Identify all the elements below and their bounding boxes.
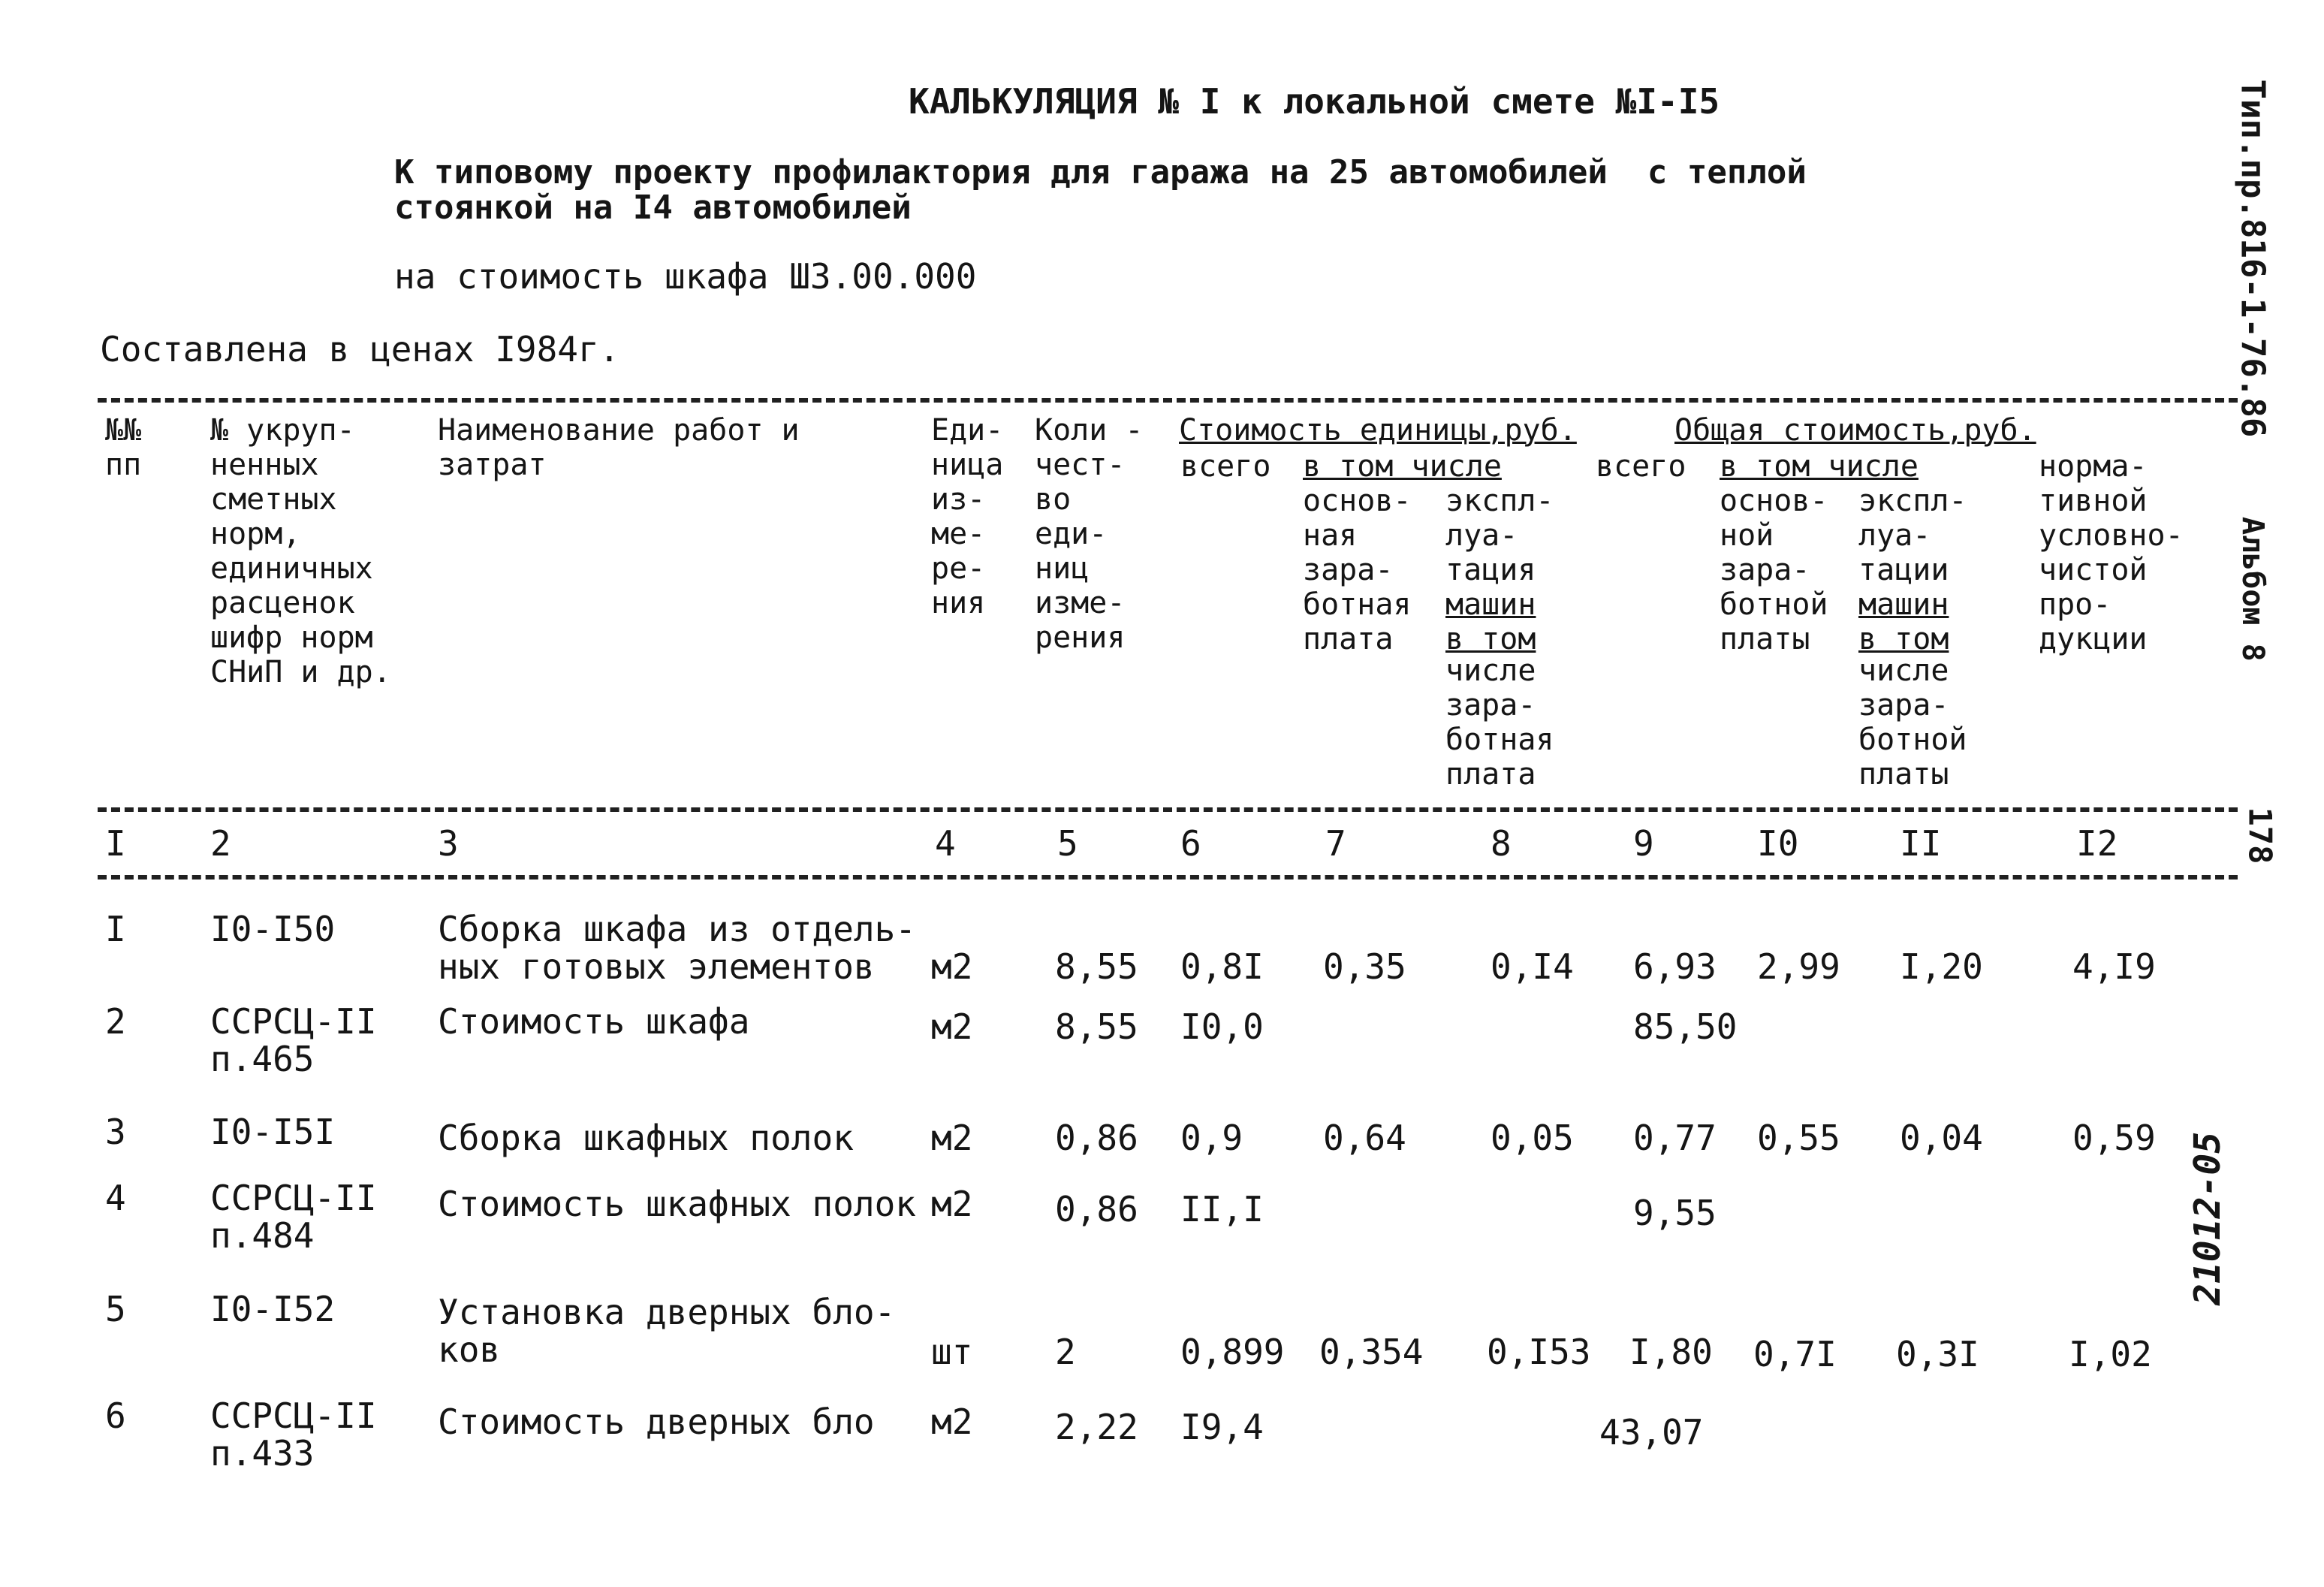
row-number: 4 [105, 1178, 126, 1218]
row-norm-code: ССРСЦ-II п.465 [210, 1001, 377, 1079]
row-unit: шт [931, 1332, 973, 1372]
row-number: 5 [105, 1289, 126, 1329]
col-number: 9 [1633, 823, 1654, 864]
row-number: 2 [105, 1001, 126, 1042]
header-unit: Еди- ница из- ме- ре- ния [931, 413, 1004, 620]
row-net-product: 0,59 [2072, 1118, 2156, 1158]
row-unit: м2 [931, 1401, 973, 1442]
header-unit-wage: основ- ная зара- ботная плата [1303, 484, 1412, 656]
row-number: I [105, 909, 126, 949]
row-quantity: 0,86 [1055, 1189, 1138, 1229]
row-unit: м2 [931, 1184, 973, 1224]
header-sum-machine-sub: машин в том [1858, 587, 1949, 656]
header-quantity: Коли - чест- во еди- ниц изме- рения [1035, 413, 1144, 655]
row-unit: м2 [931, 1118, 973, 1158]
row-unit-machine: 0,05 [1491, 1118, 1574, 1158]
header-unit-machine-sub: машин в том [1445, 587, 1536, 656]
rule-header-bottom [98, 807, 2238, 812]
row-work-name: Сборка шкафа из отдель- ных готовых элементов [438, 909, 916, 987]
row-sum-total: 0,77 [1633, 1118, 1717, 1158]
row-sum-total: 85,50 [1633, 1006, 1738, 1047]
price-base: Составлена в ценах I984г. [100, 329, 620, 370]
row-work-name: Установка дверных бло- ков [438, 1292, 896, 1370]
col-number: II [1900, 823, 1942, 864]
header-sum-machine-wage: числе зара- ботной платы [1858, 653, 1967, 792]
row-number: 6 [105, 1395, 126, 1436]
row-net-product: 4,I9 [2072, 946, 2156, 987]
col-number: 6 [1180, 823, 1201, 864]
row-unit-wage: 0,64 [1323, 1118, 1406, 1158]
row-sum-wage: 0,7I [1753, 1334, 1837, 1374]
row-unit: м2 [931, 946, 973, 987]
archive-stamp: 21012-05 [2187, 1131, 2229, 1305]
row-norm-code: ССРСЦ-II п.433 [210, 1395, 377, 1474]
header-unit-machine-wage: числе зара- ботная плата [1445, 653, 1554, 792]
row-unit-machine: 0,I53 [1487, 1332, 1591, 1372]
row-sum-total: I,80 [1629, 1332, 1713, 1372]
row-sum-total: 9,55 [1633, 1193, 1717, 1233]
row-unit-machine: 0,I4 [1491, 946, 1574, 987]
header-sum-machine-title: экспл- луа- тации [1858, 484, 1967, 587]
row-quantity: 8,55 [1055, 946, 1138, 987]
header-total-cost-group: Общая стоимость,руб. [1674, 413, 2036, 448]
row-sum-machine: 0,04 [1900, 1118, 1983, 1158]
row-work-name: Стоимость шкафа [438, 1001, 750, 1042]
col-number: I2 [2076, 823, 2118, 864]
album-label: Альбом 8 [2235, 517, 2270, 662]
project-code: Тип.пр.816-1-76.86 [2233, 79, 2272, 438]
row-work-name: Сборка шкафных полок [438, 1118, 854, 1158]
col-number: 5 [1057, 823, 1078, 864]
header-unit-including: в том числе [1303, 449, 1502, 484]
header-row-number: №№ пп [105, 413, 142, 482]
header-unit-machine-title: экспл- луа- тация [1445, 484, 1554, 587]
col-number: I0 [1757, 823, 1799, 864]
row-work-name: Стоимость дверных бло [438, 1401, 875, 1442]
row-net-product: I,02 [2069, 1334, 2152, 1374]
col-number: I [105, 823, 126, 864]
row-work-name: Стоимость шкафных полок [438, 1184, 916, 1224]
col-number: 7 [1325, 823, 1346, 864]
page-number: 178 [2241, 807, 2279, 864]
header-sum-wage: основ- ной зара- ботной платы [1720, 484, 1828, 656]
row-norm-code: ССРСЦ-II п.484 [210, 1178, 377, 1256]
row-unit-total: 0,9 [1180, 1118, 1243, 1158]
row-sum-wage: 2,99 [1757, 946, 1840, 987]
header-unit-total: всего [1180, 449, 1271, 484]
col-number: 8 [1491, 823, 1512, 864]
row-unit-wage: 0,354 [1319, 1332, 1424, 1372]
header-unit-cost-group: Стоимость единицы,руб. [1179, 413, 1577, 448]
header-sum-total: всего [1596, 449, 1686, 484]
project-line-1: К типовому проекту профилактория для гаража на 25 автомобилей с теплой [394, 153, 1807, 192]
project-line-2: стоянкой на I4 автомобилей [394, 189, 912, 227]
col-number: 3 [438, 823, 459, 864]
row-number: 3 [105, 1112, 126, 1152]
row-quantity: 8,55 [1055, 1006, 1138, 1047]
row-sum-machine: 0,3I [1896, 1334, 1979, 1374]
rule-top [98, 398, 2238, 403]
header-sum-including: в том числе [1720, 449, 1919, 484]
header-norm-code: № укруп- ненных сметных норм, единичных расценок шифр норм СНиП и др. [210, 413, 391, 689]
col-number: 2 [210, 823, 231, 864]
cost-object: на стоимость шкафа ШЗ.00.000 [394, 256, 977, 297]
row-unit-total: II,I [1180, 1189, 1264, 1229]
col-number: 4 [935, 823, 956, 864]
row-sum-wage: 0,55 [1757, 1118, 1840, 1158]
row-quantity: 0,86 [1055, 1118, 1138, 1158]
rule-numbers-bottom [98, 875, 2238, 879]
row-unit-total: I9,4 [1180, 1407, 1264, 1447]
row-unit-total: I0,0 [1180, 1006, 1264, 1047]
row-quantity: 2,22 [1055, 1407, 1138, 1447]
row-unit-wage: 0,35 [1323, 946, 1406, 987]
row-unit-total: 0,899 [1180, 1332, 1285, 1372]
row-quantity: 2 [1055, 1332, 1076, 1372]
header-net-product: норма- тивной условно- чистой про- дукции [2039, 449, 2184, 656]
document-title: КАЛЬКУЛЯЦИЯ № I к локальной смете №I-I5 [909, 81, 1720, 122]
header-work-name: Наименование работ и затрат [438, 413, 800, 482]
row-sum-total: 6,93 [1633, 946, 1717, 987]
row-unit: м2 [931, 1006, 973, 1047]
row-norm-code: I0-I50 [210, 909, 336, 949]
row-unit-total: 0,8I [1180, 946, 1264, 987]
row-sum-total: 43,07 [1599, 1412, 1704, 1453]
row-norm-code: I0-I5I [210, 1112, 336, 1152]
row-sum-machine: I,20 [1900, 946, 1983, 987]
row-norm-code: I0-I52 [210, 1289, 336, 1329]
